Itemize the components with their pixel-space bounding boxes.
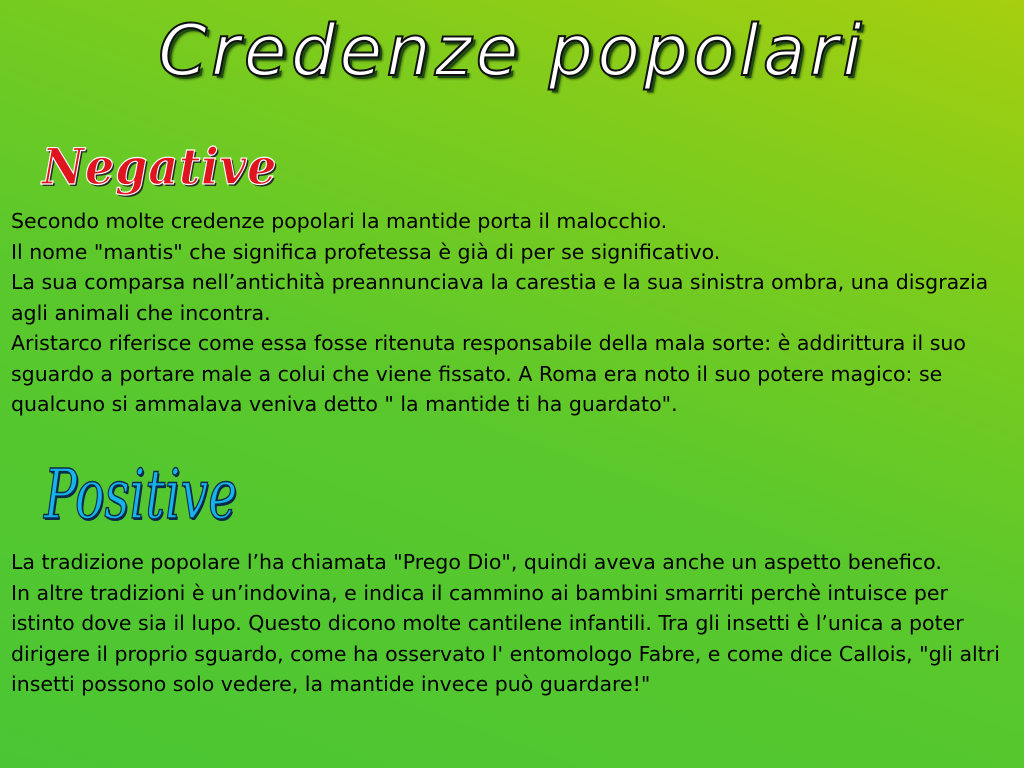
positive-heading: Positive xyxy=(44,456,238,535)
negative-heading: Negative xyxy=(42,137,278,196)
negative-paragraph: Secondo molte credenze popolari la mantide porta il malocchio. xyxy=(11,209,668,233)
positive-paragraph: La tradizione popolare l’ha chiamata "Prego Dio", quindi aveva anche un aspetto benefico. xyxy=(11,550,942,574)
slide-title: Credenze popolari xyxy=(158,10,866,92)
positive-paragraph: In altre tradizioni è un’indovina, e indica il cammino ai bambini smarriti perchè intuisce per istinto dove sia il lupo. Questo dicono molte cantilene infantili. Tra gli insetti è l’unica a poter dirigere il proprio sguardo, come ha osservato l' entomologo Fabre, e come dice Callois, "gli altri insetti possono solo vedere, la mantide invece può guardare!" xyxy=(11,580,1000,696)
positive-text-block xyxy=(11,547,1016,700)
negative-paragraph: Aristarco riferisce come essa fosse ritenuta responsabile della mala sorte: è addirittura il suo sguardo a portare male a colui che viene fissato. A Roma era noto il suo potere magico: se qualcuno si ammalava veniva detto " la mantide ti ha guardato". xyxy=(11,331,966,416)
negative-paragraph: Il nome "mantis" che significa profetessa è già di per se significativo. xyxy=(11,239,721,264)
negative-text-block xyxy=(11,206,1016,420)
negative-paragraph: La sua comparsa nell’antichità preannunciava la carestia e la sua sinistra ombra, una disgrazia agli animali che incontra. xyxy=(11,270,989,325)
